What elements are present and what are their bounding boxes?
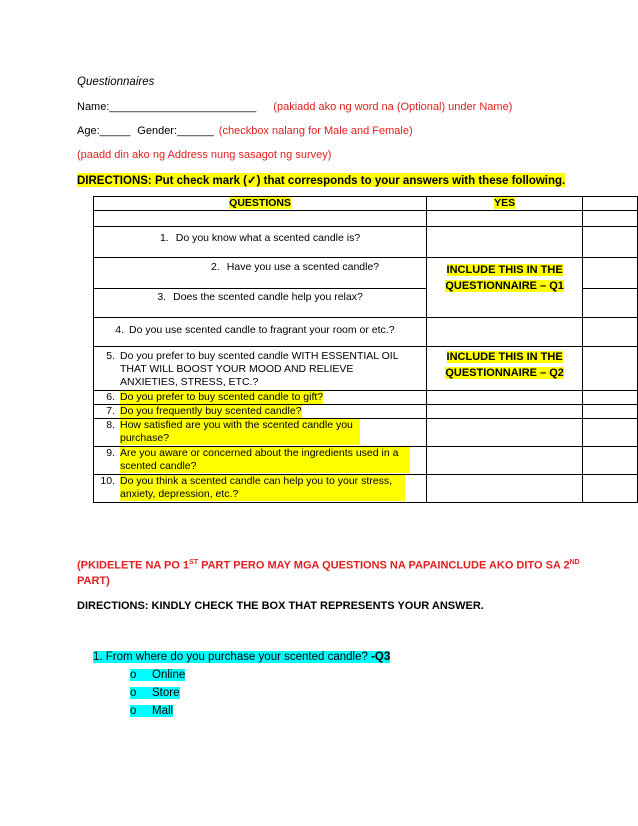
table-row <box>94 405 638 419</box>
header-extra-cell <box>583 197 638 211</box>
checkbox-bullet[interactable]: o <box>130 687 137 699</box>
table-header-row <box>94 197 638 211</box>
question-cell: 4. Do you use scented candle to fragrant your room or etc.? <box>94 318 427 347</box>
header-yes: YES <box>494 197 516 209</box>
table-row <box>94 391 638 405</box>
question-cell: 6. Do you prefer to buy scented candle to gift? <box>94 391 427 405</box>
address-note: (paadd din ako ng Address nung sasagot ng survey) <box>77 149 332 161</box>
note-q2: INCLUDE THIS IN THE QUESTIONNAIRE – Q2 <box>445 351 564 379</box>
q1-note-cell <box>427 258 583 318</box>
yes-checkbox-cell[interactable] <box>427 227 583 258</box>
yes-checkbox-cell[interactable] <box>427 391 583 405</box>
header-yes-cell <box>427 197 583 211</box>
name-line <box>77 101 512 113</box>
table-row <box>94 419 638 447</box>
option-mall[interactable]: o Mall <box>130 705 174 717</box>
table-row-blank <box>94 211 638 227</box>
table-row <box>94 318 638 347</box>
questions-table <box>93 196 638 503</box>
table-row <box>94 258 638 289</box>
age-gender-line <box>77 125 413 137</box>
directions-1: DIRECTIONS: Put check mark (✓) that corresponds to your answers with these following. <box>77 175 566 187</box>
checkbox-bullet[interactable]: o <box>130 705 137 717</box>
table-row <box>94 347 638 391</box>
note-q1: INCLUDE THIS IN THE QUESTIONNAIRE – Q1 <box>445 264 564 292</box>
header-questions-cell <box>94 197 427 211</box>
question-cell: 3. Does the scented candle help you relax? <box>94 289 427 318</box>
directions-2: DIRECTIONS: KINDLY CHECK THE BOX THAT REPRESENTS YOUR ANSWER. <box>77 600 484 612</box>
part-note: (PKIDELETE NA PO 1ST PART PERO MAY MGA QUESTIONS NA PAPAINCLUDE AKO DITO SA 2ND <box>77 559 580 572</box>
part-note-line2: PART) <box>77 575 110 587</box>
yes-checkbox-cell[interactable] <box>427 318 583 347</box>
question-cell: 1. Do you know what a scented candle is? <box>94 227 427 258</box>
table-row <box>94 447 638 475</box>
checkbox-bullet[interactable]: o <box>130 669 137 681</box>
option-store[interactable]: o Store <box>130 687 180 699</box>
gender-note: (checkbox nalang for Male and Female) <box>218 125 413 137</box>
gender-label: Gender:______ <box>137 125 214 137</box>
header-questions: QUESTIONS <box>229 197 291 209</box>
yes-checkbox-cell[interactable] <box>427 419 583 447</box>
table-row <box>94 227 638 258</box>
question-cell: 8. How satisfied are you with the scented candle you purchase? <box>94 419 427 447</box>
question-3: 1. From where do you purchase your scented candle? -Q3 <box>93 651 391 663</box>
question-cell: 2. Have you use a scented candle? <box>94 258 427 289</box>
table-row <box>94 475 638 503</box>
name-note: (pakiadd ako ng word na (Optional) under Name) <box>273 101 513 113</box>
question-cell: 5. Do you prefer to buy scented candle WITH ESSENTIAL OIL THAT WILL BOOST YOUR MOOD AND RELIEVE ANXIETIES, STRESS, ETC.? <box>94 347 427 391</box>
yes-checkbox-cell[interactable] <box>427 475 583 503</box>
question-cell: 9. Are you aware or concerned about the ingredients used in a scented candle? <box>94 447 427 475</box>
document-title: Questionnaires <box>77 76 155 88</box>
name-label: Name:________________________ <box>77 101 257 113</box>
yes-checkbox-cell[interactable] <box>427 447 583 475</box>
question-cell: 7. Do you frequently buy scented candle? <box>94 405 427 419</box>
age-label: Age:_____ <box>77 125 131 137</box>
question-cell: 10. Do you think a scented candle can help you to your stress, anxiety, depression, etc.? <box>94 475 427 503</box>
q2-note-cell <box>427 347 583 391</box>
option-online[interactable]: o Online <box>130 669 186 681</box>
yes-checkbox-cell[interactable] <box>427 405 583 419</box>
